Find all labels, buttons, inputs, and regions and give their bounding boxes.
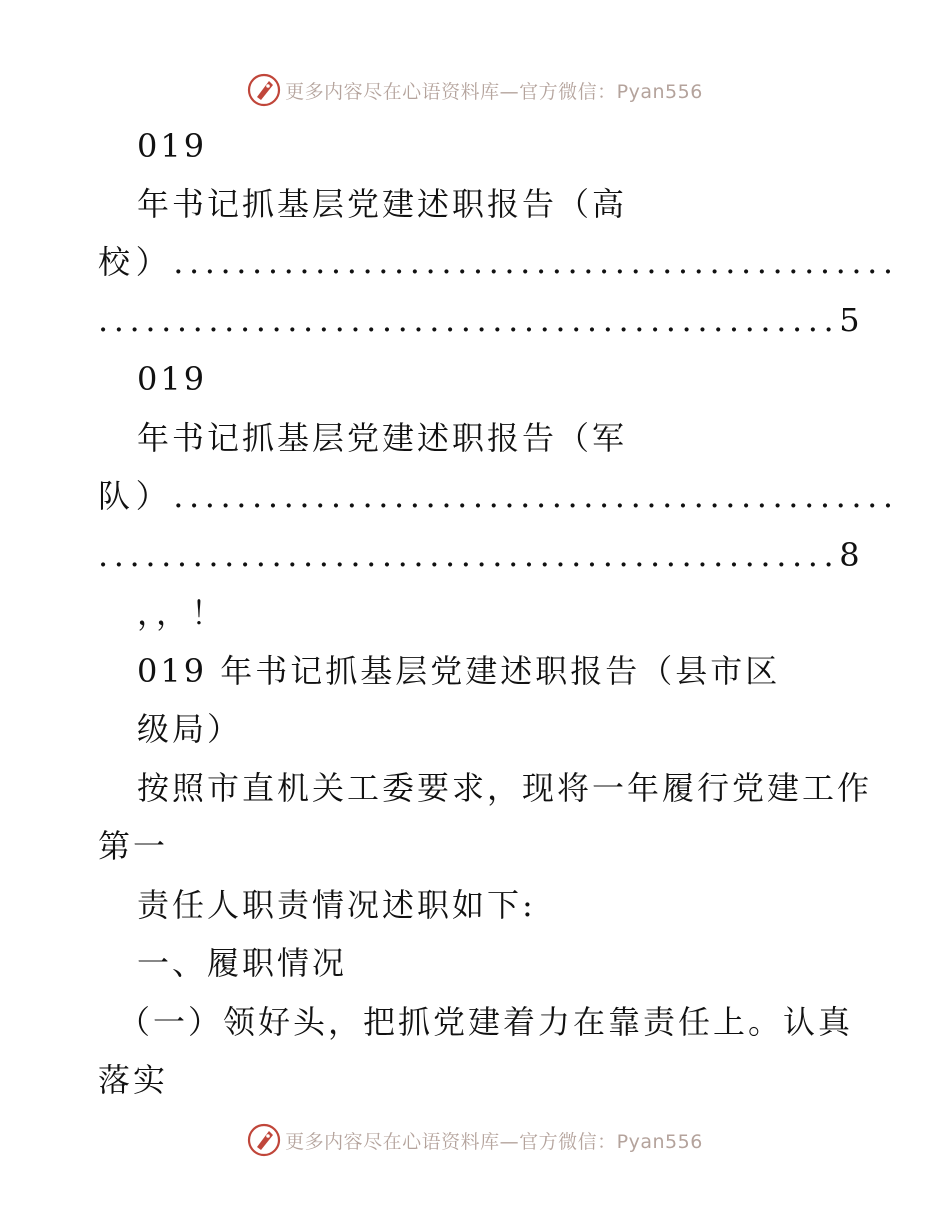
toc-line: 019 <box>137 360 208 398</box>
watermark-header <box>0 70 950 110</box>
watermark-text: 更多内容尽在心语资料库—官方微信：Pyan556 <box>285 80 703 103</box>
toc-line: 年书记抓基层党建述职报告（军 <box>137 419 628 457</box>
toc-line: 队）.............................................. <box>98 477 899 515</box>
watermark-text: 更多内容尽在心语资料库—官方微信：Pyan556 <box>285 1130 703 1153</box>
body-line: 责任人职责情况述职如下: <box>137 886 536 924</box>
toc-line: ...............................................5 <box>98 301 866 339</box>
pen-nib-logo-icon <box>247 73 281 107</box>
watermark-footer <box>0 1120 950 1160</box>
toc-line: ...............................................8 <box>98 536 866 574</box>
body-line: 第一 <box>98 827 169 865</box>
section-heading: 一、履职情况 <box>137 944 348 982</box>
body-line: 按照市直机关工委要求，现将一年履行党建工作 <box>137 769 873 807</box>
toc-line: 校）.............................................. <box>98 243 899 281</box>
body-line: 落实 <box>98 1061 169 1099</box>
toc-line: 年书记抓基层党建述职报告（高 <box>137 185 628 223</box>
pen-nib-logo-icon <box>247 1123 281 1157</box>
report-title: 级局） <box>137 710 243 748</box>
report-title: 019 年书记抓基层党建述职报告（县市区 <box>137 652 781 690</box>
toc-line: 019 <box>137 127 208 165</box>
body-line: （一）领好头，把抓党建着力在靠责任上。认真 <box>118 1003 854 1041</box>
body-line: ，，！ <box>137 594 227 632</box>
